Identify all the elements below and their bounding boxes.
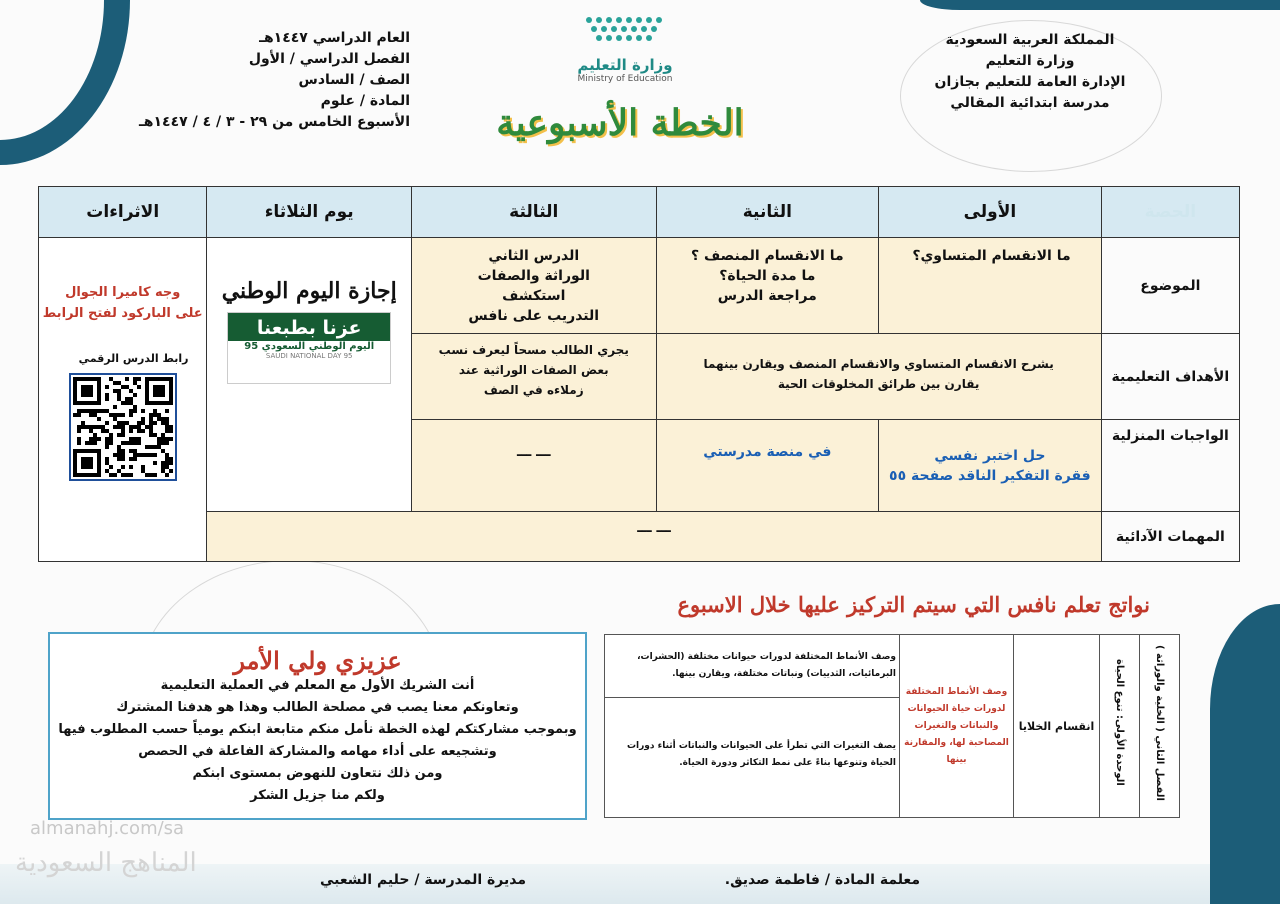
topic-second: [656, 238, 879, 334]
national-day-english: SAUDI NATIONAL DAY 95: [265, 352, 353, 360]
topic-first: ما الانقسام المتساوي؟: [879, 238, 1102, 334]
parent-message-line: وتشجيعه على أداء مهامه والمشاركة الفاعلة في الحصص: [138, 744, 497, 759]
qr-code-icon: [73, 377, 173, 477]
ministry-logo-icon: [575, 14, 675, 50]
topic-line: ما مدة الحياة؟: [719, 268, 816, 284]
holiday-label: إجازة اليوم الوطني: [221, 278, 397, 304]
national-day-badge: [227, 312, 391, 384]
country-label: المملكة العربية السعودية: [945, 32, 1115, 48]
national-day-subtitle: اليوم الوطني السعودي 95: [244, 341, 375, 352]
watermark-site: almanahj.com/sa: [30, 818, 185, 839]
subject-label: المادة / علوم: [320, 93, 410, 109]
nafes-term: [1140, 635, 1180, 818]
header-enrichment: الاثراءات: [39, 187, 207, 238]
nafes-row: [605, 635, 1180, 698]
directorate-label: الإدارة العامة للتعليم بجازان: [934, 74, 1126, 90]
topic-line: استكشف: [502, 288, 566, 304]
principal-signature: مديرة المدرسة / حليم الشعبي: [320, 872, 527, 888]
objective-line: يقارن بين طرائق المخلوقات الحية: [777, 377, 980, 391]
nafes-lesson: انقسام الخلايا: [1014, 635, 1100, 818]
objectives-third: [411, 334, 656, 420]
objective-line: زملاءه في الصف: [483, 383, 584, 397]
week-label: الأسبوع الخامس من ٢٩ - ٣ / ٤ / ١٤٤٧هـ: [139, 114, 410, 130]
weekly-plan-table: [38, 186, 1240, 562]
parent-message-line: أنت الشريك الأول مع المعلم في العملية التعليمية: [160, 678, 475, 693]
row-label-objectives-text: الأهداف التعليمية: [1111, 368, 1230, 385]
enrichment-cell: [39, 238, 207, 562]
topic-third: [411, 238, 656, 334]
header-second-period: الثانية: [656, 187, 879, 238]
homework-line: حل اختبر نفسي: [934, 447, 1046, 464]
nafes-outcome: وصف الأنماط المختلفة لدورات حياة الحيوانات والنباتات والتغيرات المصاحبة لها، والمقارنة بينها: [900, 635, 1014, 818]
academic-year: العام الدراسي ١٤٤٧هـ: [259, 30, 410, 46]
row-label-objectives: [1101, 334, 1239, 420]
page-title: الخطة الأسبوعية: [496, 102, 744, 144]
lesson-qr-code[interactable]: [69, 373, 177, 481]
homework-line: فقرة التفكير الناقد صفحة ٥٥: [889, 467, 1091, 484]
table-header-row: [39, 187, 1240, 238]
ministry-logo-arabic: وزارة التعليم: [577, 56, 673, 74]
header-tuesday: يوم الثلاثاء: [207, 187, 412, 238]
header-first-period: الأولى: [879, 187, 1102, 238]
parent-message-box: [48, 632, 587, 820]
parent-message-line: ولكم منا جزيل الشكر: [250, 788, 385, 803]
parent-message-line: ومن ذلك نتعاون للنهوض بمستوى ابنكم: [192, 766, 443, 781]
homework-first: [879, 420, 1102, 512]
row-label-tasks: المهمات الآدائية: [1101, 512, 1239, 562]
table-row-tasks: [39, 512, 1240, 562]
topic-line: ما الانقسام المنصف ؟: [691, 248, 844, 264]
header-hissa: الحصة: [1101, 187, 1239, 238]
school-label: مدرسة ابتدائية المقالي: [950, 95, 1110, 111]
nafes-outcomes-table: [604, 634, 1180, 818]
nafes-detail: يصف التغيرات التي تطرأ على الحيوانات والنباتات أثناء دورات الحياة وتنوعها بناءً على نمط التكاثر ودورة الحياة.: [605, 698, 900, 818]
homework-third: ـــ ـــ: [411, 420, 656, 512]
table-row-topic: [39, 238, 1240, 334]
ministry-logo: [560, 14, 690, 84]
row-label-topic: الموضوع: [1101, 238, 1239, 334]
nafes-detail: وصف الأنماط المختلفة لدورات حيوانات مختلفة (الحشرات، البرمائيات، الثدييات) ونباتات مختلفة، ويقارن بينها.: [605, 635, 900, 698]
qr-label: رابط الدرس الرقمي: [78, 352, 189, 365]
nafes-unit: [1100, 635, 1140, 818]
teacher-signature: معلمة المادة / فاطمة صديق.: [724, 872, 920, 888]
nafes-term-text: الفصل الثاني ( الخلية والوراثة ): [1154, 644, 1165, 801]
enrichment-text: على الباركود لفتح الرابط: [42, 306, 203, 321]
parent-message-title: عزيزي ولي الأمر: [233, 646, 402, 675]
objectives-first-second: [656, 334, 1101, 420]
corner-decoration-top-right: [920, 0, 1280, 10]
objective-line: يجري الطالب مسحاً ليعرف نسب: [438, 343, 629, 357]
ministry-logo-english: Ministry of Education: [577, 74, 673, 84]
homework-second: في منصة مدرستي: [656, 420, 879, 512]
enrichment-text: وجه كاميرا الجوال: [65, 285, 181, 300]
term-label: الفصل الدراسي / الأول: [248, 51, 410, 67]
header-institution: [880, 30, 1180, 114]
grade-label: الصف / السادس: [298, 72, 410, 88]
nafes-outcomes-title: نواتج تعلم نافس التي سيتم التركيز عليها خلال الاسبوع: [677, 592, 1150, 617]
watermark-name: المناهج السعودية: [15, 848, 197, 878]
nafes-unit-text: الوحدة الأولى: تنوع الحياة: [1114, 659, 1125, 786]
corner-decoration-bottom-right: [1210, 604, 1280, 904]
objective-line: يشرح الانقسام المتساوي والانقسام المنصف ويقارن بينهما: [703, 357, 1054, 371]
parent-message-line: وبموجب مشاركتكم لهذه الخطة نأمل منكم متابعة ابنكم يومياً حسب المطلوب فيها: [58, 722, 577, 737]
tasks-cell: ـــ ـــ: [207, 512, 1101, 562]
parent-message-line: وتعاونكم معنا يصب في مصلحة الطالب وهذا هو هدفنا المشترك: [116, 700, 519, 715]
topic-line: مراجعة الدرس: [717, 288, 817, 304]
objective-line: بعض الصفات الوراثية عند: [458, 363, 609, 377]
national-day-slogan: عزنا بطبعنا: [228, 313, 390, 341]
topic-line: الوراثة والصفات: [477, 268, 590, 284]
tuesday-cell: [207, 238, 412, 512]
row-label-homework: الواجبات المنزلية: [1101, 420, 1239, 512]
topic-line: التدريب على نافس: [468, 308, 600, 324]
header-third-period: الثالثة: [411, 187, 656, 238]
ministry-label: وزارة التعليم: [985, 53, 1075, 69]
topic-line: الدرس الثاني: [488, 248, 580, 264]
header-term-info: [110, 28, 410, 133]
